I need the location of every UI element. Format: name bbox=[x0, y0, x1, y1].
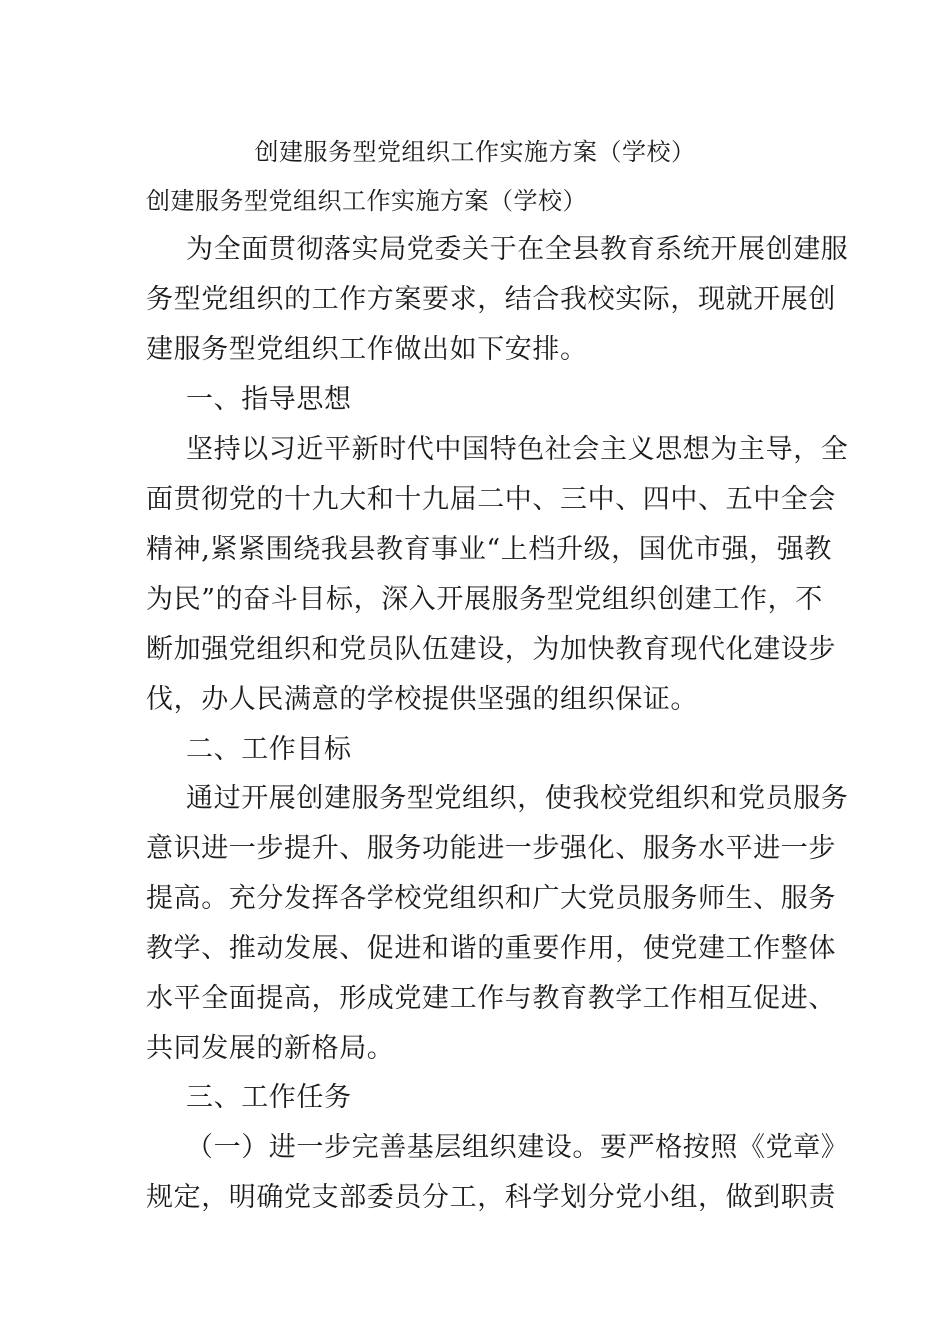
paragraph-line: 坚持以习近平新时代中国特色社会主义思想为主导，全 bbox=[186, 434, 849, 465]
paragraph-line: 断加强党组织和党员队伍建设，为加快教育现代化建设步 bbox=[146, 634, 836, 665]
section-heading: 三、工作任务 bbox=[186, 1082, 352, 1113]
paragraph-line: 伐，办人民满意的学校提供坚强的组织保证。 bbox=[146, 684, 698, 715]
paragraph-line: 提高。充分发挥各学校党组织和广大党员服务师生、服务 bbox=[146, 883, 836, 914]
section-heading: 二、工作目标 bbox=[186, 734, 352, 765]
intro-line: 为全面贯彻落实局党委关于在全县教育系统开展创建服 bbox=[186, 234, 849, 265]
paragraph-line: 精神,紧紧围绕我县教育事业“上档升级，国优市强，强教 bbox=[146, 534, 832, 565]
intro-line: 建服务型党组织工作做出如下安排。 bbox=[146, 334, 588, 365]
paragraph-line: （一）进一步完善基层组织建设。要严格按照《党章》 bbox=[186, 1132, 849, 1163]
document-title: 创建服务型党组织工作实施方案（学校） bbox=[254, 138, 696, 166]
paragraph-line: 水平全面提高，形成党建工作与教育教学工作相互促进、 bbox=[146, 983, 836, 1014]
paragraph-line: 教学、推动发展、促进和谐的重要作用，使党建工作整体 bbox=[146, 933, 836, 964]
section-heading: 一、指导思想 bbox=[186, 384, 352, 415]
paragraph-line: 意识进一步提升、服务功能进一步强化、服务水平进一步 bbox=[146, 833, 836, 864]
intro-line: 务型党组织的工作方案要求，结合我校实际，现就开展创 bbox=[146, 284, 836, 315]
paragraph-line: 面贯彻党的十九大和十九届二中、三中、四中、五中全会 bbox=[146, 484, 836, 515]
paragraph-line: 规定，明确党支部委员分工，科学划分党小组，做到职责 bbox=[146, 1182, 836, 1213]
paragraph-line: 通过开展创建服务型党组织，使我校党组织和党员服务 bbox=[186, 783, 849, 814]
paragraph-line: 为民”的奋斗目标，深入开展服务型党组织创建工作，不 bbox=[146, 584, 823, 615]
document-subtitle: 创建服务型党组织工作实施方案（学校） bbox=[146, 187, 587, 215]
paragraph-line: 共同发展的新格局。 bbox=[146, 1033, 395, 1064]
